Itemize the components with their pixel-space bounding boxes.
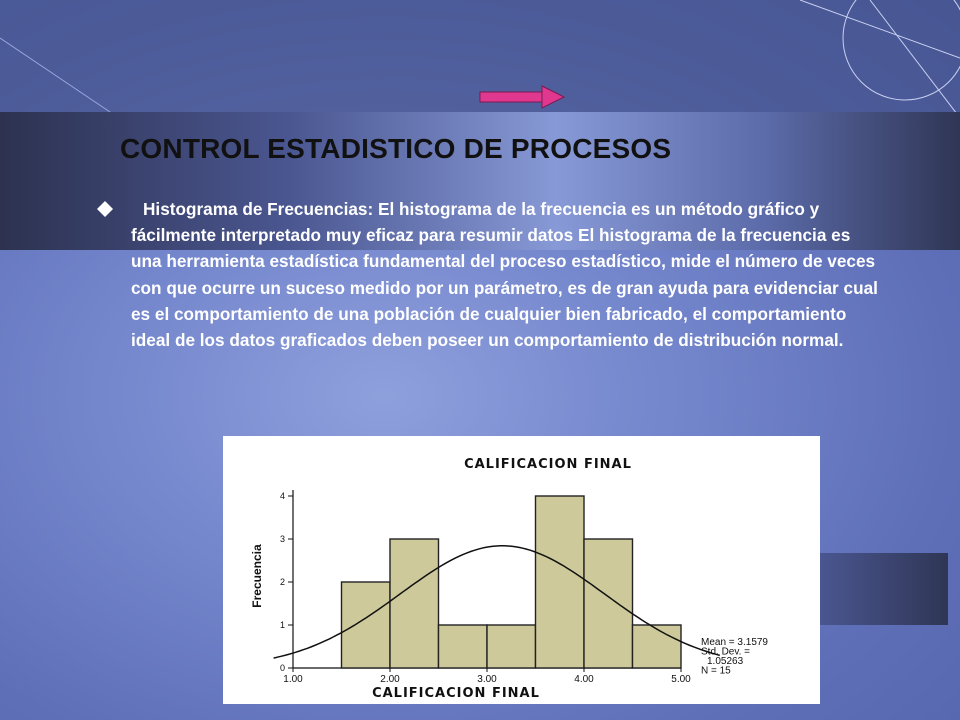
x-tick-label: 3.00 [477, 674, 497, 685]
y-tick-label: 2 [279, 577, 285, 587]
histogram-bar [487, 625, 536, 668]
histogram-chart [223, 436, 820, 704]
x-tick-label: 5.00 [671, 674, 691, 685]
y-tick-label: 3 [279, 534, 285, 544]
diamond-bullet-icon [96, 200, 114, 218]
histogram-bar [342, 582, 391, 668]
stats-text: 1.05263 [707, 656, 744, 667]
x-tick-label: 1.00 [283, 674, 303, 685]
stats-text: Mean = 3.1579 [701, 637, 768, 648]
slide-title: CONTROL ESTADISTICO DE PROCESOS [120, 133, 672, 164]
x-tick-label: 4.00 [574, 674, 594, 685]
stats-text: Std. Dev. = [701, 646, 751, 658]
histogram-bar [536, 496, 585, 668]
x-axis-label: CALIFICACION FINAL [372, 686, 540, 701]
y-axis-label: Frecuencia [250, 544, 264, 608]
y-tick-label: 1 [279, 620, 285, 630]
body-paragraph [131, 196, 883, 353]
histogram-bar [584, 539, 633, 668]
histogram-figure [223, 436, 820, 704]
stats-text: N = 15 [701, 665, 731, 677]
y-tick-label: 0 [279, 663, 285, 673]
chart-title: CALIFICACION FINAL [464, 457, 632, 472]
pink-right-arrow-icon[interactable] [478, 84, 568, 110]
histogram-bar [633, 625, 682, 668]
histogram-bar [439, 625, 488, 668]
paragraph-text: Histograma de Frecuencias: El histograma de la frecuencia es un método gráfico y fácilmente interpretado muy eficaz para resumir datos El histograma de la frecuencia es una herramienta estadística fundamental del proceso estadístico, mide el número de veces con que ocurre un suceso medido por un parámetro, es de gran ayuda para evidenciar cual es el comportamiento de una población de cualquier bien fabricado, el comportamiento ideal de los datos graficados deben poseer un comportamiento de distribución normal. [131, 199, 878, 351]
right-accent-band [820, 553, 948, 625]
x-tick-label: 2.00 [380, 674, 400, 685]
histogram-bar [390, 539, 439, 668]
y-tick-label: 4 [279, 491, 285, 501]
